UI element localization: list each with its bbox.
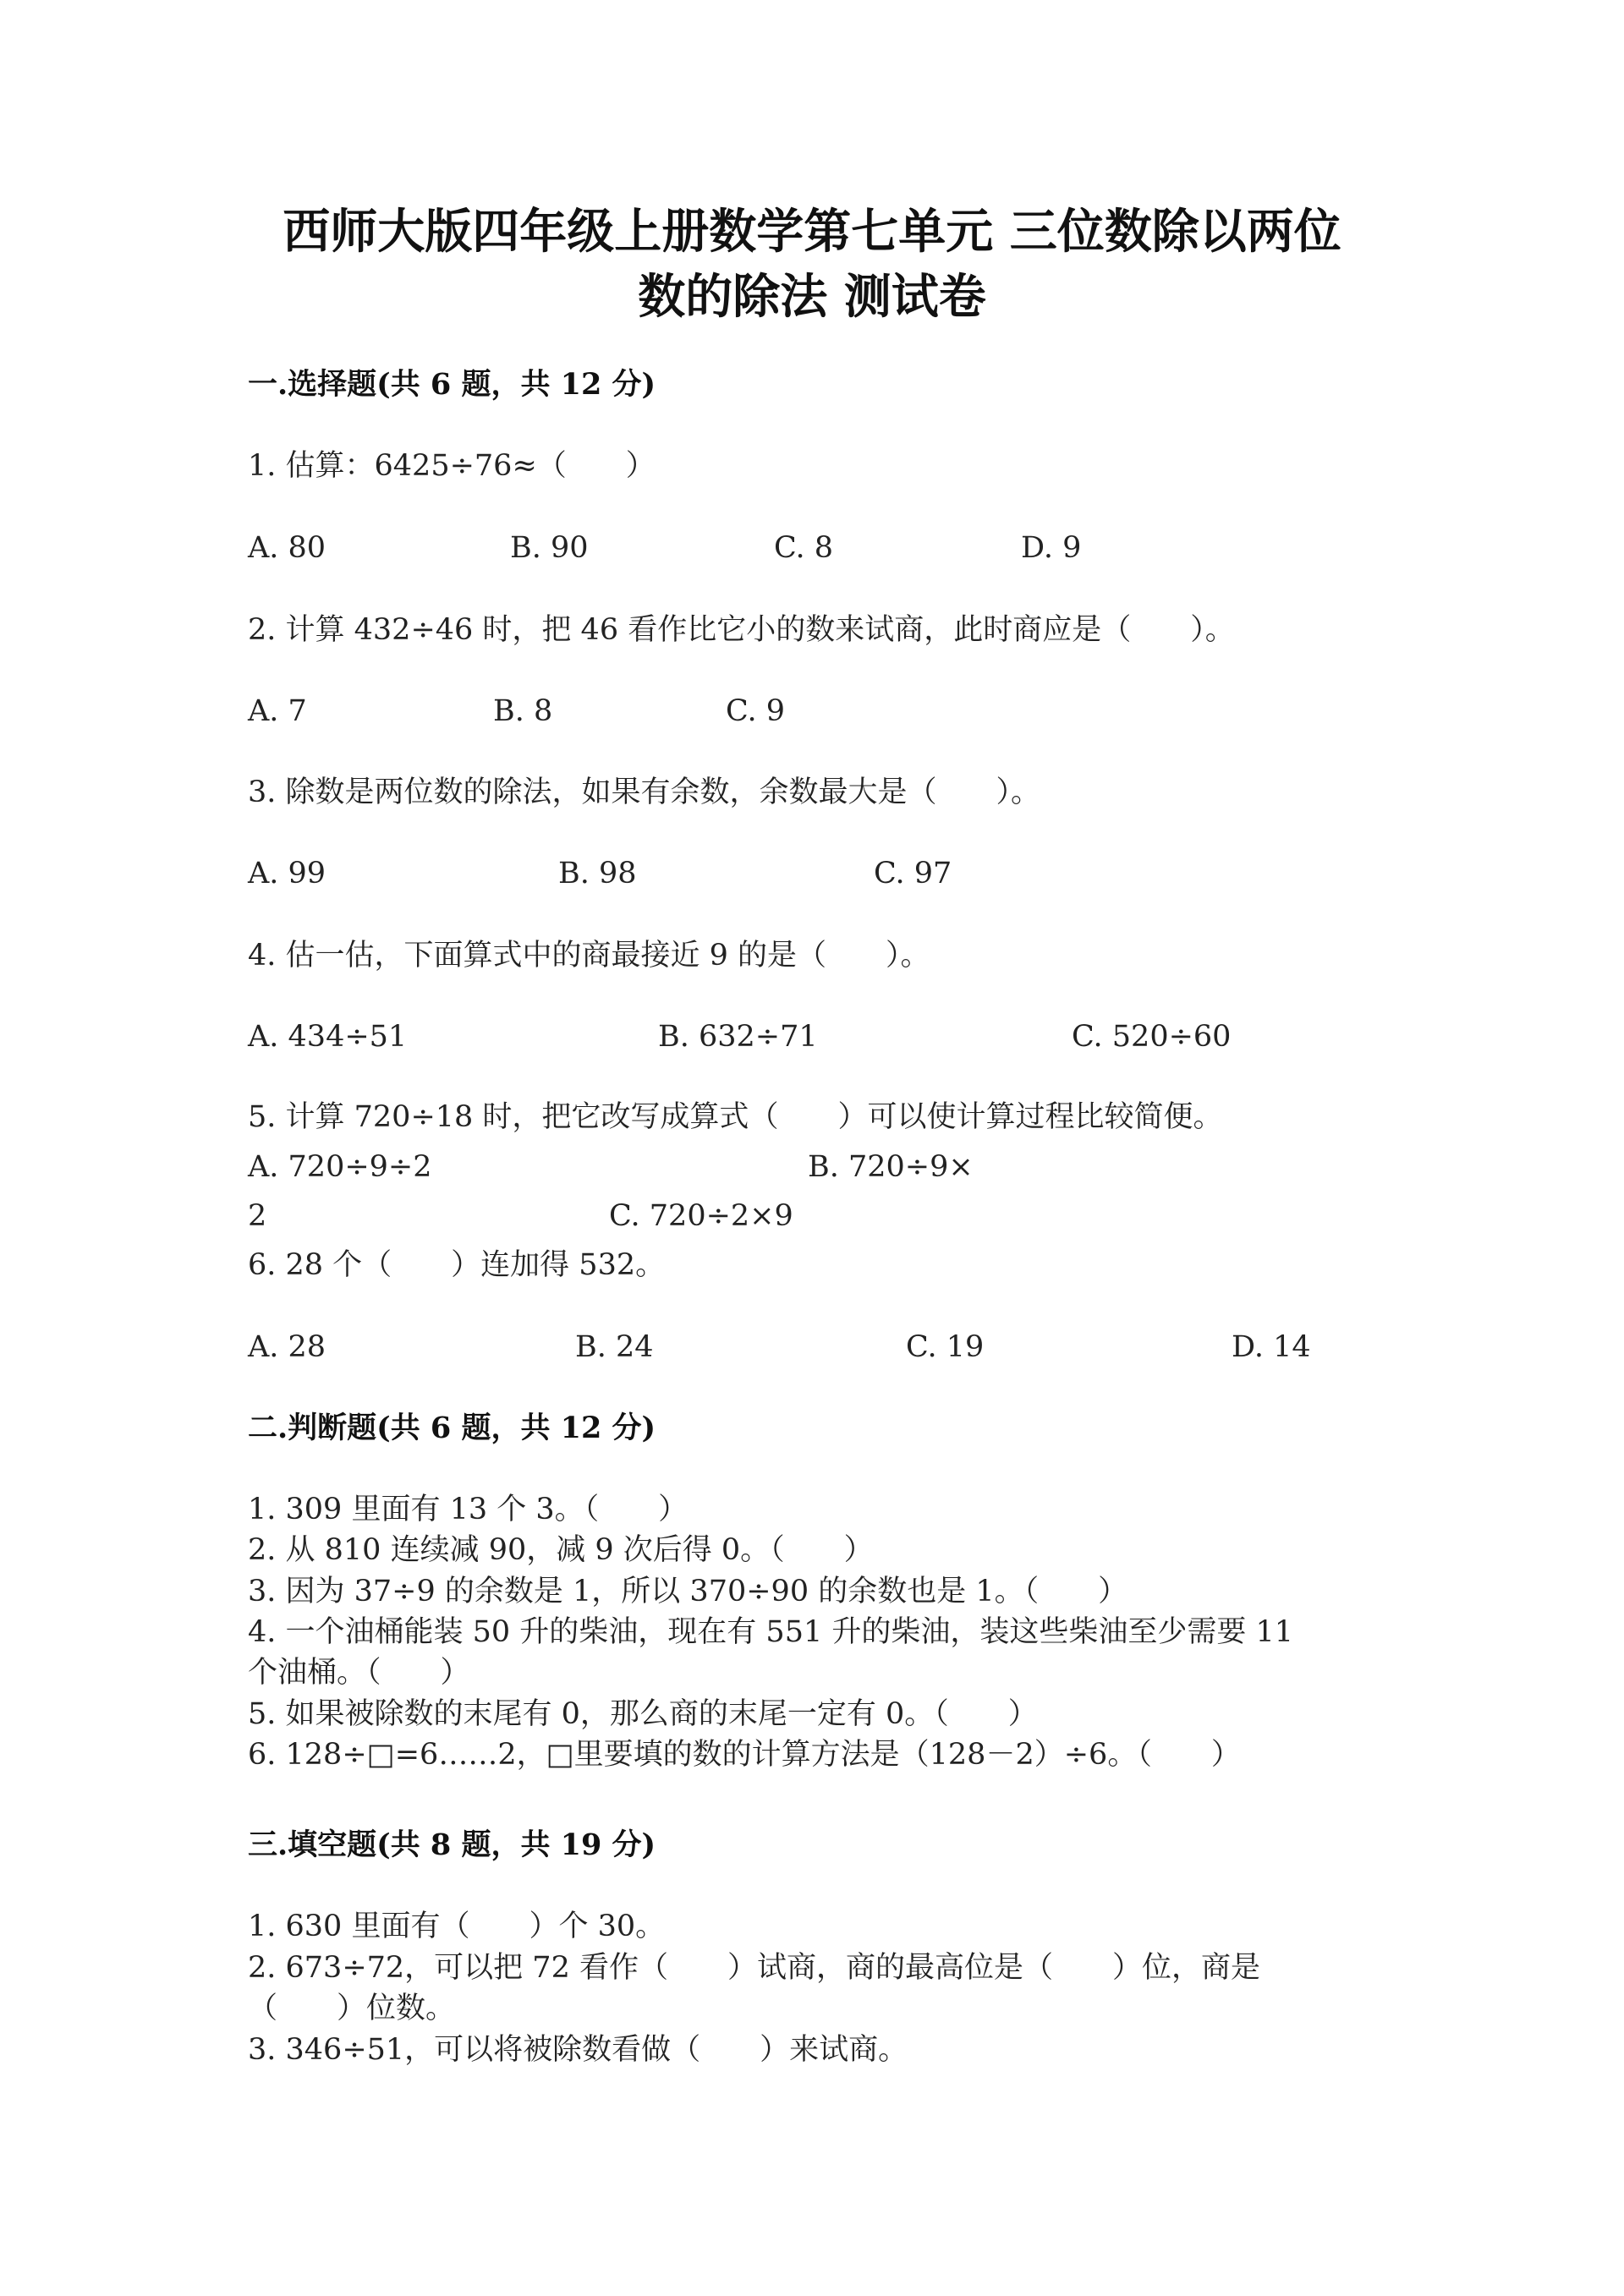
choice-q5-option-b-continued: 2 <box>248 1199 267 1233</box>
judge-q1: 1. 309 里面有 13 个 3。（ ） <box>248 1493 689 1526</box>
choice-q4-option-c: C. 520÷60 <box>1072 1020 1232 1054</box>
judge-q6: 6. 128÷□=6……2，□里要填的数的计算方法是（128－2）÷6。（ ） <box>248 1738 1241 1772</box>
choice-q5-option-c: C. 720÷2×9 <box>609 1199 793 1233</box>
choice-q4-text: 4. 估一估，下面算式中的商最接近 9 的是（ ）。 <box>248 939 930 973</box>
judge-q2: 2. 从 810 连续减 90，减 9 次后得 0。（ ） <box>248 1533 874 1567</box>
fill-q2-line2: （ ）位数。 <box>248 1992 456 2025</box>
choice-q6-option-d: D. 14 <box>1232 1330 1311 1364</box>
choice-q1-option-d: D. 9 <box>1021 531 1082 565</box>
choice-q6-text: 6. 28 个（ ）连加得 532。 <box>248 1248 666 1282</box>
choice-q6-option-a: A. 28 <box>248 1330 326 1364</box>
judge-q4-line1: 4. 一个油桶能装 50 升的柴油，现在有 551 升的柴油，装这些柴油至少需要 11 <box>248 1615 1294 1649</box>
judge-q4-line2: 个油桶。（ ） <box>248 1656 470 1690</box>
choice-q1-option-c: C. 8 <box>774 531 834 565</box>
choice-q2-option-b: B. 8 <box>493 694 553 728</box>
choice-q6-option-c: C. 19 <box>906 1330 985 1364</box>
choice-q3-option-b: B. 98 <box>558 857 637 890</box>
choice-q3-text: 3. 除数是两位数的除法，如果有余数，余数最大是（ ）。 <box>248 775 1041 809</box>
section-judge-heading: 二.判断题(共 6 题，共 12 分) <box>248 1411 656 1445</box>
fill-q1: 1. 630 里面有（ ）个 30。 <box>248 1910 666 1943</box>
choice-q4-option-b: B. 632÷71 <box>658 1020 818 1054</box>
judge-q3: 3. 因为 37÷9 的余数是 1，所以 370÷90 的余数也是 1。（ ） <box>248 1575 1128 1608</box>
choice-q1-text: 1. 估算：6425÷76≈（ ） <box>248 449 656 483</box>
choice-q6-option-b: B. 24 <box>575 1330 654 1364</box>
choice-q3-option-a: A. 99 <box>248 857 326 890</box>
choice-q4-option-a: A. 434÷51 <box>248 1020 408 1054</box>
section-fill-heading: 三.填空题(共 8 题，共 19 分) <box>248 1827 656 1862</box>
choice-q5-option-a: A. 720÷9÷2 <box>248 1150 432 1184</box>
fill-q2-line1: 2. 673÷72，可以把 72 看作（ ）试商，商的最高位是（ ）位，商是 <box>248 1951 1260 1985</box>
choice-q1-option-b: B. 90 <box>510 531 589 565</box>
choice-q2-text: 2. 计算 432÷46 时，把 46 看作比它小的数来试商，此时商应是（ ）。 <box>248 613 1235 647</box>
fill-q3: 3. 346÷51，可以将被除数看做（ ）来试商。 <box>248 2033 908 2067</box>
choice-q2-option-c: C. 9 <box>726 694 786 728</box>
choice-q2-option-a: A. 7 <box>248 694 307 728</box>
choice-q5-option-b: B. 720÷9× <box>808 1150 974 1184</box>
judge-q5: 5. 如果被除数的末尾有 0，那么商的末尾一定有 0。（ ） <box>248 1697 1038 1731</box>
exam-title-line2: 数的除法 测试卷 <box>638 269 986 325</box>
section-choice-heading: 一.选择题(共 6 题，共 12 分) <box>248 367 656 402</box>
choice-q1-option-a: A. 80 <box>248 531 326 565</box>
choice-q5-text: 5. 计算 720÷18 时，把它改写成算式（ ）可以使计算过程比较简便。 <box>248 1100 1223 1134</box>
choice-q3-option-c: C. 97 <box>874 857 952 890</box>
exam-title-line1: 西师大版四年级上册数学第七单元 三位数除以两位 <box>283 204 1341 260</box>
